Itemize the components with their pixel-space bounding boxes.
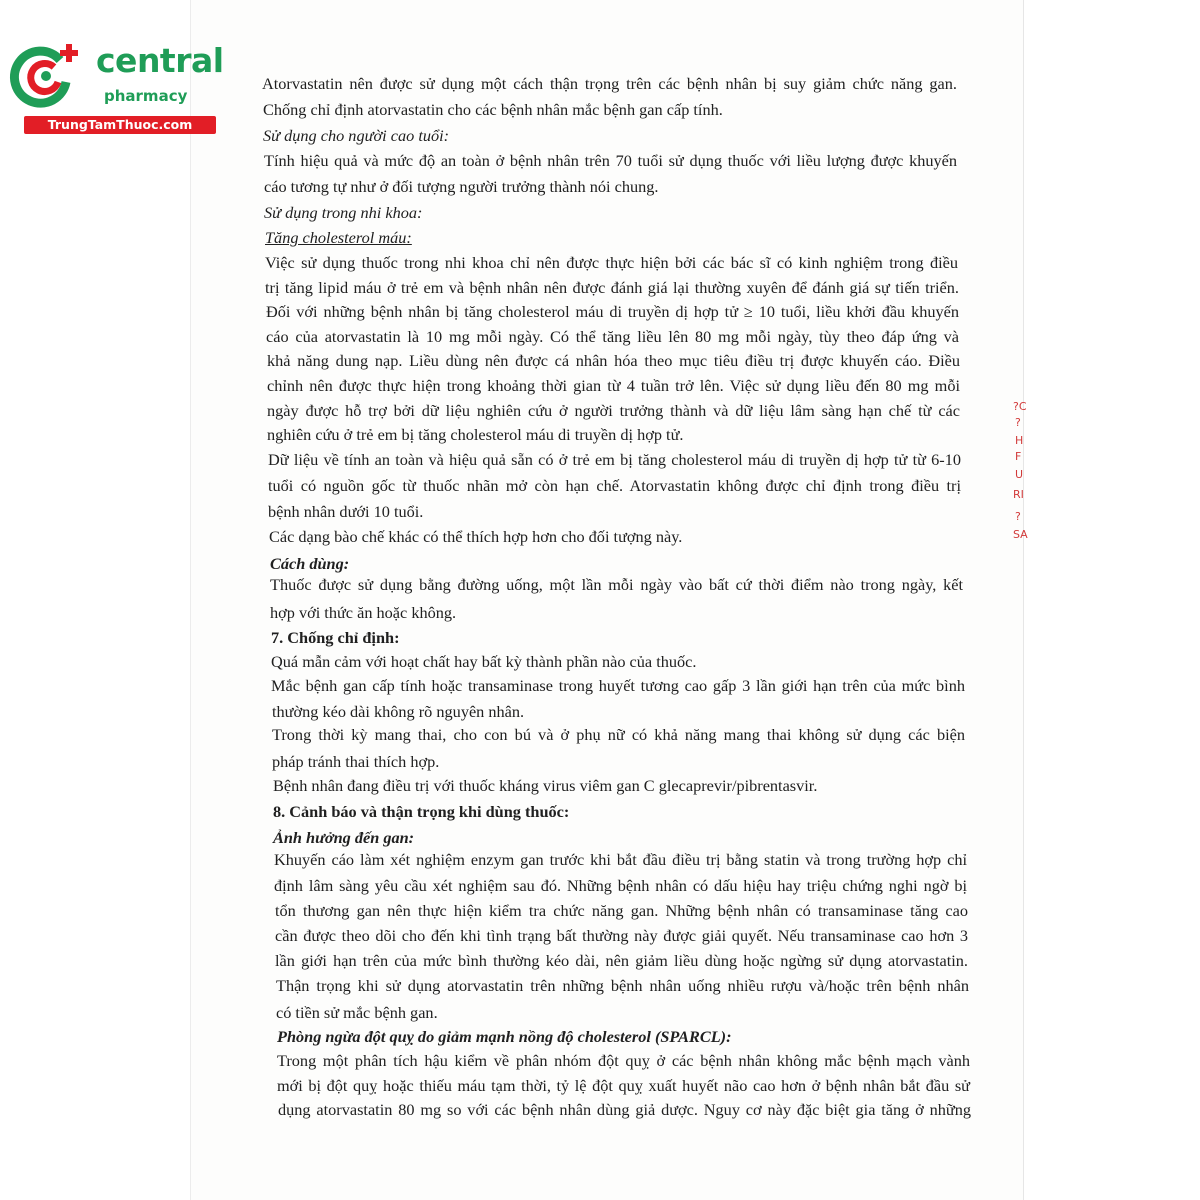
text-line: Quá mẫn cảm với hoạt chất hay bất kỳ thành phần nào của thuốc. [271,652,697,671]
stamp-char: H [1015,434,1024,447]
stamp-char: ? [1015,510,1021,523]
text-line: có tiền sử mắc bệnh gan. [276,1003,438,1022]
text-line: Dữ liệu về tính an toàn và hiệu quả sẵn có ở trẻ em bị tăng cholesterol máu di truyền dị hợp tử từ 6-10 [268,450,961,469]
text-line: tổn thương gan nên thực hiện kiểm tra chức năng gan. Những bệnh nhân có transaminase tăng cao [275,901,968,920]
section-subheading: Ảnh hưởng đến gan: [273,828,415,847]
text-line: cáo của atorvastatin là 10 mg mỗi ngày. Có thể tăng liều lên 80 mg mỗi ngày, tùy theo đáp ứng và [266,327,959,346]
stamp-char: SA [1013,528,1028,541]
stamp-icon [1010,388,1030,558]
brand-name: central [96,41,224,80]
text-line: Chống chỉ định atorvastatin cho các bệnh nhân mắc bệnh gan cấp tính. [263,100,723,119]
text-line: Thuốc được sử dụng bằng đường uống, một lần mỗi ngày vào bất cứ thời điểm nào trong ngày, kết [270,575,963,594]
text-line: hợp với thức ăn hoặc không. [270,603,457,622]
text-line: Tính hiệu quả và mức độ an toàn ở bệnh nhân trên 70 tuổi sử dụng thuốc với liều lượng được khuyến [264,151,957,170]
pharmacy-logo-icon [8,36,88,116]
brand-site-banner[interactable]: TrungTamThuoc.com [24,116,216,134]
section-subheading: Sử dụng cho người cao tuổi: [263,126,450,145]
text-line: thường kéo dài không rõ nguyên nhân. [272,702,525,721]
section-subheading: Sử dụng trong nhi khoa: [264,203,423,222]
text-line: Đối với những bệnh nhân bị tăng cholesterol máu di truyền dị hợp tử ≥ 10 tuổi, liều khởi đầu khuyến [266,302,959,321]
text-line: Thận trọng khi sử dụng atorvastatin trên những bệnh nhân uống nhiều rượu và/hoặc trên bệnh nhân [276,976,969,995]
section-subheading: Tăng cholesterol máu: [265,228,412,247]
text-line: Bệnh nhân đang điều trị với thuốc kháng virus viêm gan C glecaprevir/pibrentasvir. [273,776,818,795]
text-line: mới bị đột quỵ hoặc thiếu máu tạm thời, tỷ lệ đột quỵ xuất huyết não cao hơn ở bệnh nhân bắt đầu sử [277,1076,970,1095]
central-pharmacy-logo[interactable] [8,36,224,136]
stamp-char: U [1015,468,1024,481]
text-line: bệnh nhân dưới 10 tuổi. [268,502,424,521]
text-line: khả năng dung nạp. Liều dùng nên được cá nhân hóa theo mục tiêu điều trị được khuyến cáo. Điều [267,351,960,370]
text-line: ngày được hỗ trợ bởi dữ liệu nghiên cứu ở người trưởng thành và dữ liệu lâm sàng hạn chế từ các [267,401,960,420]
text-line: Việc sử dụng thuốc trong nhi khoa chỉ nên được thực hiện bởi các bác sĩ có kinh nghiệm trong điều [265,253,958,272]
text-line: dụng atorvastatin 80 mg so với các bệnh nhân dùng giả dược. Nguy cơ này đặc biệt gia tăng ở những [278,1100,971,1119]
text-line: định lâm sàng yêu cầu xét nghiệm sau đó. Những bệnh nhân có dấu hiệu hay triệu chứng nghi ngờ bị [274,876,967,895]
stamp-char: ?C [1013,400,1027,413]
text-line: cáo tương tự như ở đối tượng người trưởng thành nói chung. [264,177,659,196]
text-line: Khuyến cáo làm xét nghiệm enzym gan trước khi bắt đầu điều trị bằng statin và trong trường hợp chỉ [274,850,967,869]
text-line: Trong thời kỳ mang thai, cho con bú và ở phụ nữ có khả năng mang thai không sử dụng các biện [272,725,965,744]
stamp-char: RI [1013,488,1024,501]
text-line: nghiên cứu ở trẻ em bị tăng cholesterol máu di truyền dị hợp tử. [267,425,684,444]
text-line: Trong một phân tích hậu kiểm về phân nhóm đột quỵ ở các bệnh nhân không mắc bệnh mạch vành [277,1051,970,1070]
text-line: chỉnh nên được thực hiện trong khoảng thời gian từ 4 tuần trở lên. Việc sử dụng liều đến 80 mg mỗi [267,376,960,395]
text-line: Atorvastatin nên được sử dụng một cách thận trọng trên các bệnh nhân bị suy giảm chức năng gan. [262,74,957,93]
text-line: Các dạng bào chế khác có thể thích hợp hơn cho đối tượng này. [269,527,683,546]
red-stamp-fragment [1010,388,1030,558]
text-line: tuổi có nguồn gốc từ thuốc nhãn mở còn hạn chế. Atorvastatin không được chỉ định trong điều trị [268,476,961,495]
text-line: pháp tránh thai thích hợp. [272,752,440,771]
stamp-char: ? [1015,416,1021,429]
stamp-char: F [1015,450,1022,463]
section-subheading: Cách dùng: [270,554,350,573]
section-heading: 7. Chống chỉ định: [271,628,400,647]
text-line: lần giới hạn trên của mức bình thường kéo dài, nên giảm liều dùng hoặc ngừng sử dụng atorvastatin. [275,951,968,970]
section-heading: 8. Cảnh báo và thận trọng khi dùng thuốc: [273,802,570,821]
text-line: cần được theo dõi cho đến khi tình trạng bất thường này được giải quyết. Nếu transaminase cao hơn 3 [275,926,968,945]
section-subheading: Phòng ngừa đột quỵ do giảm mạnh nồng độ cholesterol (SPARCL): [277,1027,732,1046]
brand-subtitle: pharmacy [104,87,188,105]
text-line: trị tăng lipid máu ở trẻ em và bệnh nhân nên được đánh giá lại thường xuyên để đánh giá sự tiến triển. [265,278,959,297]
text-line: Mắc bệnh gan cấp tính hoặc transaminase trong huyết tương cao gấp 3 lần giới hạn trên của mức bình [271,676,965,695]
